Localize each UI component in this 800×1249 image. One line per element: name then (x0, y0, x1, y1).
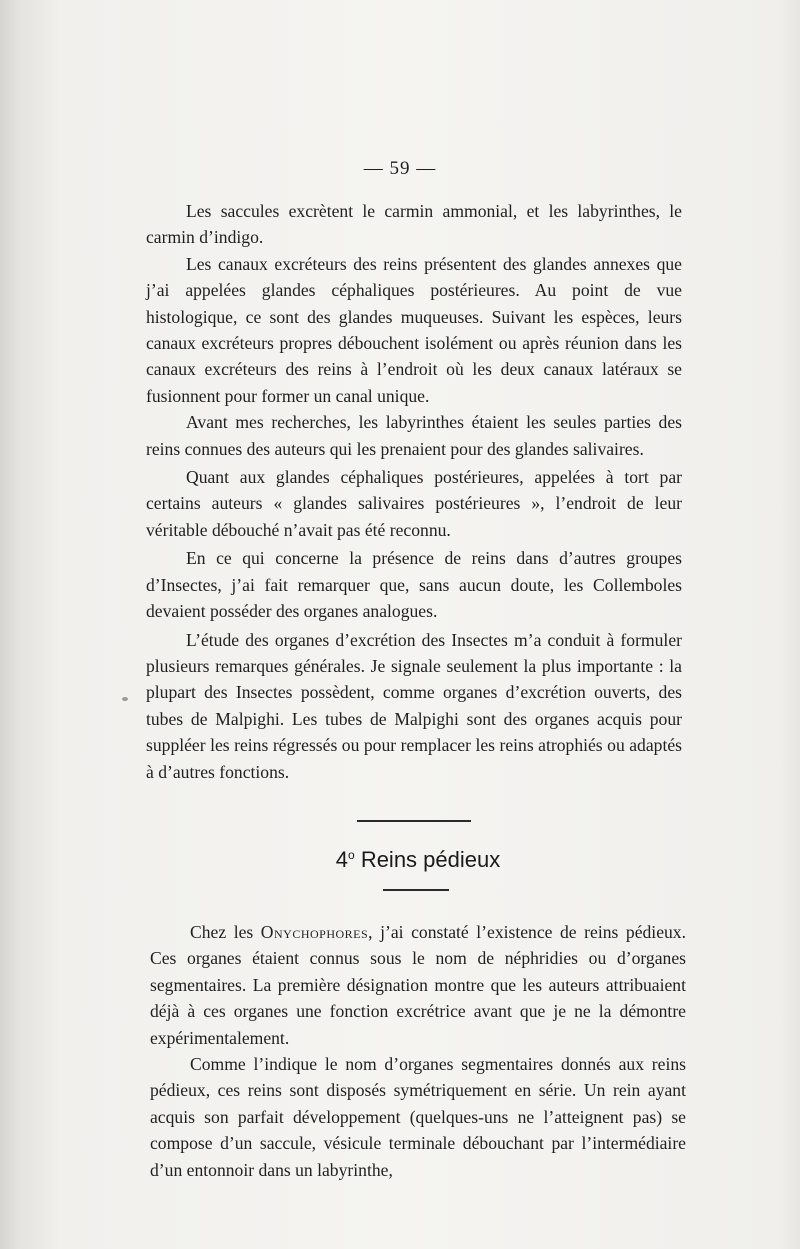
body-text-top (146, 198, 682, 785)
onychophores-term: Onychophores (260, 922, 369, 942)
paragraph-canaux-excreteurs: Les canaux excréteurs des reins présentent des glandes annexes que j’ai appelées glandes céphaliques postérieures. Au point de vue histologique, ce sont des glandes muqueuses. Suivant les espèces, leurs canaux excréteurs propres débouchent isolément ou après réunion dans les canaux excréteurs des reins à l’endroit où les deux canaux latéraux se fusionnent pour former un canal unique. (146, 253, 682, 406)
section-rule-top (357, 820, 471, 822)
paragraph-onychophores (150, 919, 686, 1051)
section-rule-bottom (383, 889, 449, 891)
page-number: — 59 — (363, 158, 437, 179)
section-number: 4 (335, 847, 348, 872)
onychophores-text-before: Chez les (190, 922, 261, 942)
paragraph-collemboles: En ce qui concerne la présence de reins dans d’autres groupes d’Insectes, j’ai fait remarquer que, sans aucun doute, les Collemboles devaient posséder des organes analogues. (146, 548, 682, 622)
paragraph-avant-recherches: Avant mes recherches, les labyrinthes étaient les seules parties des reins connues des auteurs qui les prenaient pour des glandes salivaires. (146, 412, 682, 459)
body-text-bottom (150, 919, 686, 1183)
section-title: Reins pédieux (360, 847, 501, 872)
paragraph-saccules: Les saccules excrètent le carmin ammonial, et les labyrinthes, le carmin d’indigo. (146, 201, 682, 248)
ink-speck (122, 697, 128, 701)
paragraph-remarques-generales: L’étude des organes d’excrétion des Insectes m’a conduit à formuler plusieurs remarques générales. Je signale seulement la plus importante : la plupart des Insectes possèdent, comme organes d’excrétion ouverts, des tubes de Malpighi. Les tubes de Malpighi sont des organes acquis pour suppléer les reins régressés ou pour remplacer les reins atrophiés ou adaptés à d’autres fonctions. (146, 629, 682, 782)
section-ordinal: o (348, 848, 355, 862)
paragraph-glandes-cephaliques: Quant aux glandes céphaliques postérieures, appelées à tort par certains auteurs « glandes salivaires postérieures », l’endroit de leur véritable débouché n’avait pas été reconnu. (146, 467, 682, 540)
onychophores-text-after: , j’ai constaté l’existence de reins pédieux. Ces organes étaient connus sous le nom de néphridies ou d’organes segmentaires. La première désignation montre que les auteurs attribuaient déjà à ces organes une fonction excrétrice avant que je ne la démontre expérimentalement. (150, 922, 686, 1048)
paragraph-organes-segmentaires: Comme l’indique le nom d’organes segmentaires donnés aux reins pédieux, ces reins sont disposés symétriquement en série. Un rein ayant acquis son parfait développement (quelques-uns ne l’atteignent pas) se compose d’un saccule, vésicule terminale débouchant par l’intermédiaire d’un entonnoir dans un labyrinthe, (150, 1054, 686, 1180)
section-heading (0, 847, 800, 873)
